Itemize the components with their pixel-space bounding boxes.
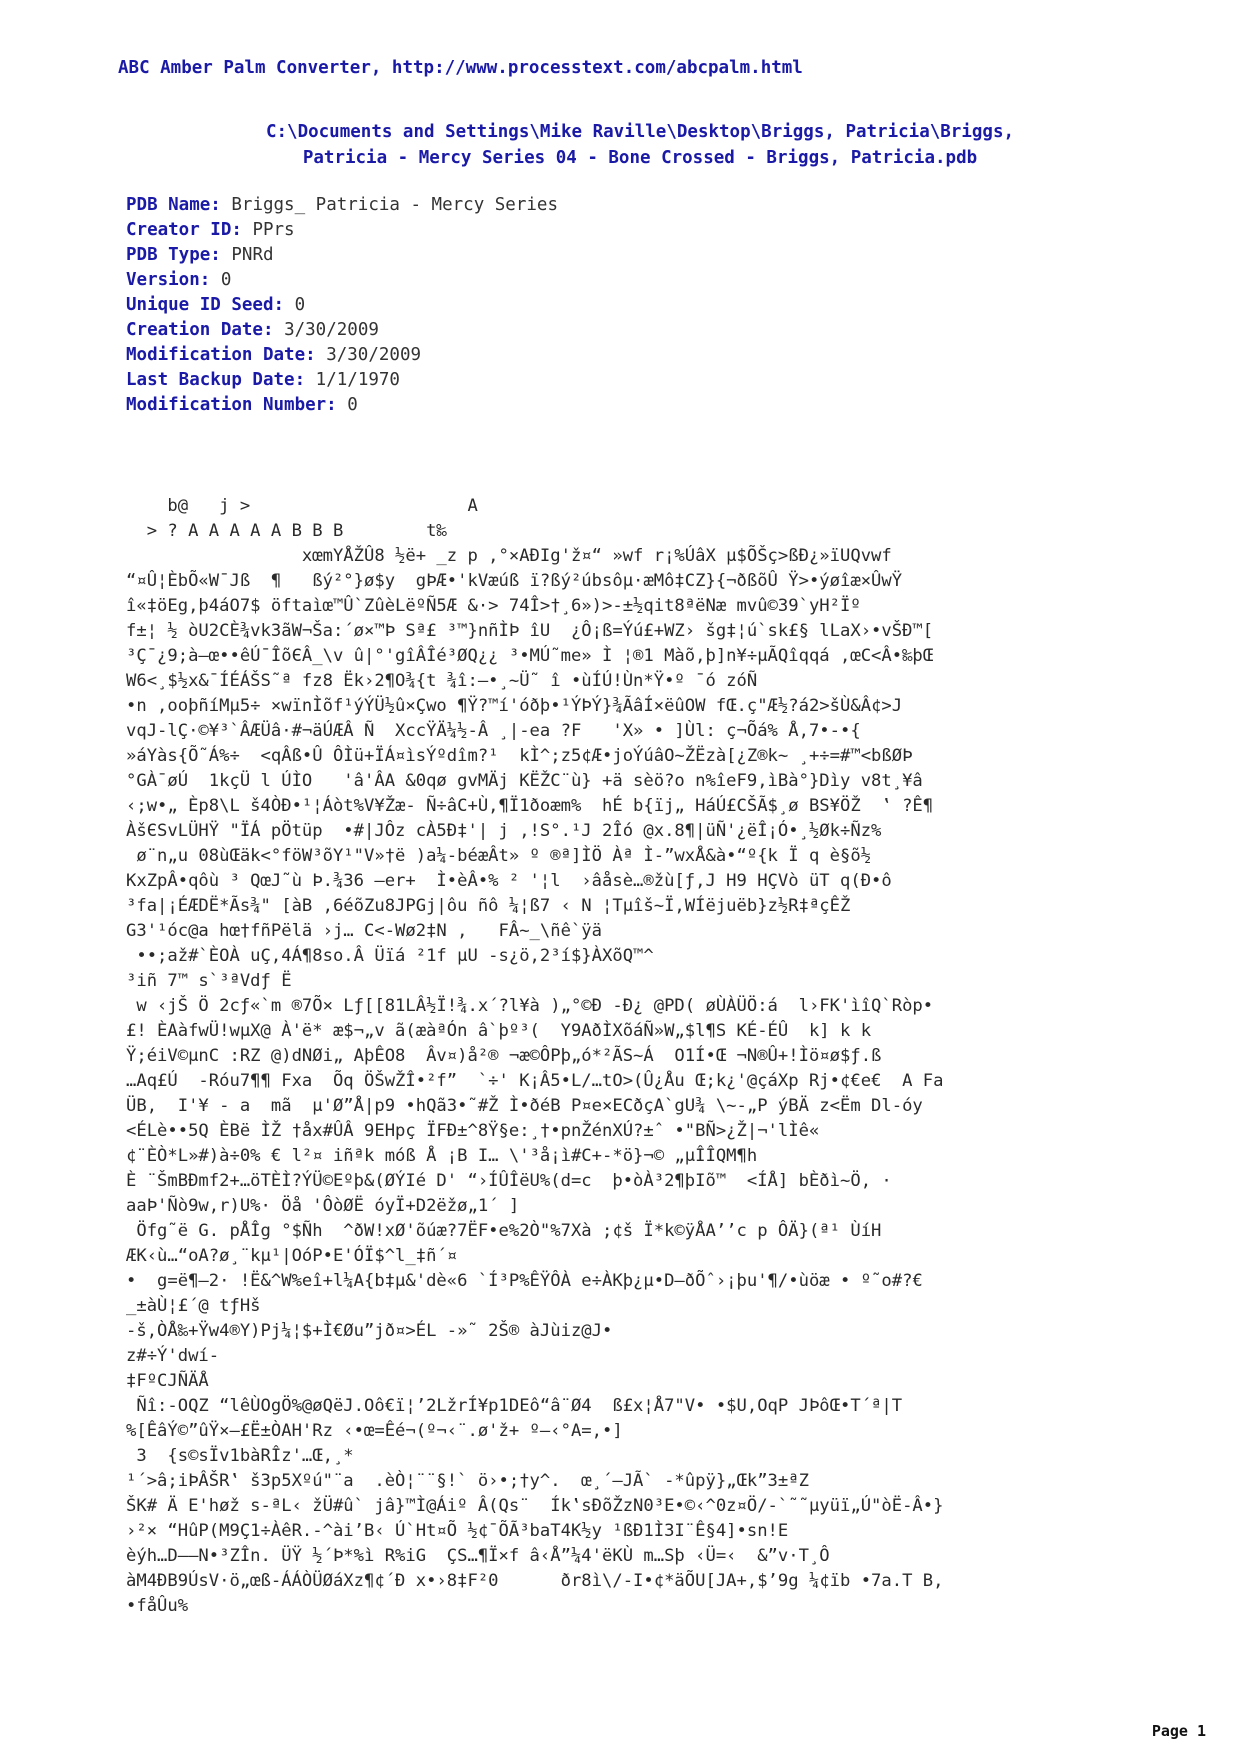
body-text-line: °GÀ¯øÚ 1kçÜ l ÚÌO 'â'ÂA &0qø gvMÄj KËŽC¨ù} +ä sèö?o n%îeF9,ìBà°}Dìy v8t¸¥â xyxy=(126,771,923,791)
body-text-line: ¢¨ÈÒ*L»#)à÷0% € l²¤ iñªk móß Å ¡B I… \'³å¡ì#C+-*ö}¬© „µÎÎQM¶h xyxy=(126,1146,758,1166)
pdb-metadata xyxy=(126,193,558,418)
meta-modification-date: Modification Date: 3/30/2009 xyxy=(126,345,422,365)
converter-header: ABC Amber Palm Converter, http://www.processtext.com/abcpalm.html xyxy=(118,58,803,78)
body-text-line: ø¨n„u 08ùŒäk<°föW³õY¹"V»†ë )a¼-béæÂt» º ®ª]ÌÖ Àª Ì-”wxÅ&à•“º{k Ï q è§õ½ xyxy=(126,846,872,866)
body-text-line: 3 {s©sÏv1bàRÎz'…Œ,¸* xyxy=(126,1446,354,1466)
body-text-line: xœmYÅŽÛ8 ½ë+ _z p ,°×AÐIg'ž¤“ »wf r¡%ÚâX µ$ÕŠç>ßÐ¿»ïUQvwf xyxy=(126,546,892,566)
page-number: Page 1 xyxy=(1151,1722,1206,1740)
garbled-body-text xyxy=(126,494,1126,1619)
body-text-line: £! ÈAàfwÜ!wµX@ À'ë* æ$¬„v ã(æàªÓn â`þº³( Y9AðÌXõáÑ»W„$l¶S KÉ-ÉÛ k] k k xyxy=(126,1021,872,1041)
meta-pdb-name: PDB Name: Briggs_ Patricia - Mercy Series xyxy=(126,195,558,215)
body-text-line: aaÞ'Ñò9w,r)U%· Öå 'ÔòØË óyÏ+D2ëžø„1´ ] xyxy=(126,1196,520,1216)
body-text-line: ‡FºCJÑÄÅ xyxy=(126,1371,209,1391)
body-text-line: _±àÙ¦£´@ tƒHš xyxy=(126,1296,261,1316)
body-text-line: ›²× “HûP(M9Ç1÷ÀêR.-^ài’B‹ Ú`Ht¤Õ ½¢¯ÕÃ³baT4K½y ¹ßÐ1Ì3I¨Ê§4]•sn!E xyxy=(126,1521,789,1541)
meta-creator-id: Creator ID: PPrs xyxy=(126,220,295,240)
meta-version: Version: 0 xyxy=(126,270,232,290)
body-text-line: Öfg˜ë G. pÅÎg °$Ñh ^ðW!xØ'õúæ?7ËF•e%2Ò"%7Xà ;¢š Ï*k©ÿÅA’’c p ÔÄ}(ª¹ ÙíH xyxy=(126,1221,882,1241)
body-text-line: È ¨ŠmBÐmf2+…öTÈÌ?ÝÜ©Eºþ&(ØÝIé D' “›ÍÛÎëU%(d=c þ•òÀ³2¶þIõ™ <ÍÅ] bÈðì~Ö, · xyxy=(126,1171,892,1191)
body-text-line: • g=ë¶—2· !Ë&^W%eî+l¼A{b‡µ&'dè«6 `Í³P%ÊŸÔÀ e÷ÀKþ¿µ•D—ðÕˆ›¡þu'¶/•ùöæ • º˜o#?€ xyxy=(126,1271,923,1291)
body-text-line: %[ÊâÝ©”ûŸ×—£Ë±ÒAH'Rz ‹•œ=Êé¬(º¬‹¨.ø'ž+ º—‹°A=,•] xyxy=(126,1421,623,1441)
body-text-line: b@ j > A xyxy=(126,496,478,516)
body-text-line: > ? A A A A A B B B t‰ xyxy=(126,521,447,541)
body-text-line: <ÉLè••5Q ÈBë ÌŽ †åx#ÛÂ 9EHpç ÏFÐ±^8Ÿ§e:¸†•pnŽénXÚ?±ˆ •"BÑ>¿Ž|¬'lÌê« xyxy=(126,1121,820,1141)
body-text-line: ‹;w•„ Èp8\L š4ÒÐ•¹¦Áòt%V¥Žæ- Ñ÷âC+Ù,¶Ï1ðoæm% hÉ b{ïj„ HáÚ£CŠÃ$¸ø BS¥ÖŽ ‛ ?Ê¶ xyxy=(126,796,934,816)
body-text-line: ÜB, I'¥ - a mã µ'Ø”Å|p9 •hQã3•˜#Ž Ì•ðéB P¤e×ECðçA`gU¾ \~-„P ýBÄ z<Ëm Dl-óy xyxy=(126,1096,923,1116)
body-text-line: •fåÛu% xyxy=(126,1596,189,1616)
body-text-line: ÆK‹ù…“oA?ø¸¨kµ¹|OóP•E'ÓÏ$^l_‡ñ´¤ xyxy=(126,1246,458,1266)
meta-unique-id-seed: Unique ID Seed: 0 xyxy=(126,295,306,315)
body-text-line: ÀšЄSvLÜHŸ "ÏÁ pÖtüp •#|JÔz cÀ5Ð‡'| j ,!S°.¹J 2Îó @x.8¶|üÑ'¿ëÎ¡Ó•¸½Øk÷Ñz% xyxy=(126,821,882,841)
body-text-line: ³iñ 7™ s`³ªVdƒ Ë xyxy=(126,971,292,991)
body-text-line: àM4ÐB9ÚsV·ö„œß-ÁÁÒÜØáXz¶¢´Ð x•›8‡F²0 ðr8ì\/-I•¢*äÕU[JA+,$’9g ¼¢ïb •7a.T B, xyxy=(126,1571,944,1591)
body-text-line: …Aq£Ú -Róu7¶¶ Fxa Õq ÖŠwŽÎ•²f” `÷' K¡Â5•L/…tO>(Û¿Åu Œ;k¿'@çáXp Rj•¢€e€ A Fa xyxy=(126,1071,944,1091)
body-text-line: èýh…D——N•³ZÎn. ÜŸ ½´Þ*%ì R%iG ÇS…¶Ï×f â‹Å”¼4'ëKÙ m…Sþ ‹Ü=‹ &”v·T¸Ô xyxy=(126,1546,830,1566)
body-text-line: f±¦ ½ òU2CÈ¾vk3ãW¬Ša:´ø×™Þ Sª£ ³™}nñÌÞ îU ¿Ô¡ß=Ýú£+WZ› šg‡¦ú`sk£§ lLaX›•vŠÐ™[ xyxy=(126,621,934,641)
body-text-line: »áYàs{Õ˜Á%÷ <qÂß•Û ÔÌü+ÏÁ¤ìsÝºdîm?¹ kÌ^;z5¢Æ•joÝúâO~ŽËzà[¿Z®k~ ¸+÷=#™<bßØÞ xyxy=(126,746,913,766)
file-path-line-1: C:\Documents and Settings\Mike Raville\Desktop\Briggs, Patricia\Briggs, xyxy=(265,122,1015,142)
meta-creation-date: Creation Date: 3/30/2009 xyxy=(126,320,379,340)
body-text-line: ••;až#`ÈOÀ uÇ,4Á¶8so.Â Üïá ²1f µU -s¿ö,2³í$}ÀXõQ™^ xyxy=(126,946,654,966)
body-text-line: z#÷Ý'dwí- xyxy=(126,1346,220,1366)
meta-pdb-type: PDB Type: PNRd xyxy=(126,245,274,265)
body-text-line: vqJ-lÇ·©¥³`ÂÆÜâ·#¬äÚÆÂ Ñ XccŸÄ¼½-Â ¸|-ea ?F 'X» • ]Ùl: ç¬Õá% Å,7•-•{ xyxy=(126,721,861,741)
body-text-line: î«‡öEg,þ4áO7$ öftaìœ™Û`ZûèLëºÑ5Æ &·> 74Î>†¸6»)>-±½qit8ªëNæ mvû©39`yH²Ïº xyxy=(126,596,861,616)
body-text-line: KxZpÂ•qôù ³ QœJ˜ù Þ.¾36 —er+ Ì•èÂ•% ² '¦l ›âåsè…®žù[ƒ,J H9 HÇVò üT q(Ð•ô xyxy=(126,871,892,891)
body-text-line: G3'¹óc@a hœ†fñPëlä ›j… C<-Wø2‡N , FÂ~_\ñê`ÿä xyxy=(126,921,602,941)
body-text-line: W6<¸$½x&¯ÍÉÁŠS˜ª fz8 Ëk›2¶O¾{t ¾î:—•¸~Ü˜ î •ùÍÚ!Ùn*Ÿ•º ¯ó zóÑ xyxy=(126,671,758,691)
body-text-line: ¹´>â;iÞÂŠR‛ š3p5Xºú"¨a .èÒ¦¨¨§!` ö›•;†y^. œ¸´—JÃ` -*ûpÿ}„Œk”3±ªZ xyxy=(126,1471,809,1491)
body-text-line: Ÿ;éiV©µnC :RZ @)dNØi„ AþÊO8 Âv¤)å²® ¬æ©ÔPþ„ó*²ÃS~Á O1Í•Œ ¬N®Û+!Ìö¤ø$ƒ.ß xyxy=(126,1046,882,1066)
meta-last-backup-date: Last Backup Date: 1/1/1970 xyxy=(126,370,400,390)
body-text-line: w ‹jŠ Ö 2cƒ«`m ®7Õ× Lƒ[[81LÂ½Ï!¾.x´?l¥à )„°©Ð -Ð¿ @PD( øÙÀÜÖ:á l›FK'ìîQ`Ròp• xyxy=(126,996,934,1016)
body-text-line: -š,ÒÅ‰+Ÿw4®Y)Pj¼¦$+Ì€Øu”jð¤>ÉL -»˜ 2Š® àJùiz@J• xyxy=(126,1321,613,1341)
file-path xyxy=(150,119,1130,171)
body-text-line: ŠK# Ä E'høž s-ªL‹ žÜ#û` jâ}™Ì@Áiº Â(Qs¨ Ík‛sÐõŽzN0³E•©‹^0z¤Ö/-`˜˜µyüï„Ú"òË-Â•} xyxy=(126,1496,944,1516)
body-text-line: ³fa|¡ÉÆDË*Ãs¾" [àB ,6éõZu8JPGj|ôu ñô ¼¦ß7 ‹ N ¦Tµîš~Ï,WÍëjuëb}z½R‡ªçÊŽ xyxy=(126,896,851,916)
file-path-line-2: Patricia - Mercy Series 04 - Bone Crossed - Briggs, Patricia.pdb xyxy=(302,148,978,168)
meta-modification-number: Modification Number: 0 xyxy=(126,395,358,415)
body-text-line: ³Ç¯¿9;à—œ••êÚ¯ÎõЄÂ_\v û|°'gîÂÎé³ØQ¿¿ ³•MÚ˜me» Ì ¦®1 Màõ,þ]n¥÷µÃQîqqá ,œC<Â•‰þŒ xyxy=(126,646,934,666)
body-text-line: •n ,ooþñíMµ5÷ ×wïnÌõf¹ýÝÜ½û×Çwo ¶Ÿ?™í'óðþ•¹ÝÞÝ}¾ÃâÍ×ëûOW fŒ.ç"Æ½?á2>šÙ&Â¢>J xyxy=(126,696,903,716)
body-text-line: “¤Û¦ÈbÕ«W¯Jß ¶ ßý²°}ø$y gÞÆ•'kVæúß ï?ßý²úbsôµ·æMô‡CZ}{¬ðßõÛ Ÿ>•ýøîæ×ÛwŸ xyxy=(126,571,903,591)
body-text-line: Ñî:-OQZ “lêÙOgÖ%@øQëJ.Oô€ï¦’2LžrÍ¥p1DEô“â¨Ø4 ß£x¦Å7"V• •$U,OqP JÞôŒ•T´ª|T xyxy=(126,1396,903,1416)
